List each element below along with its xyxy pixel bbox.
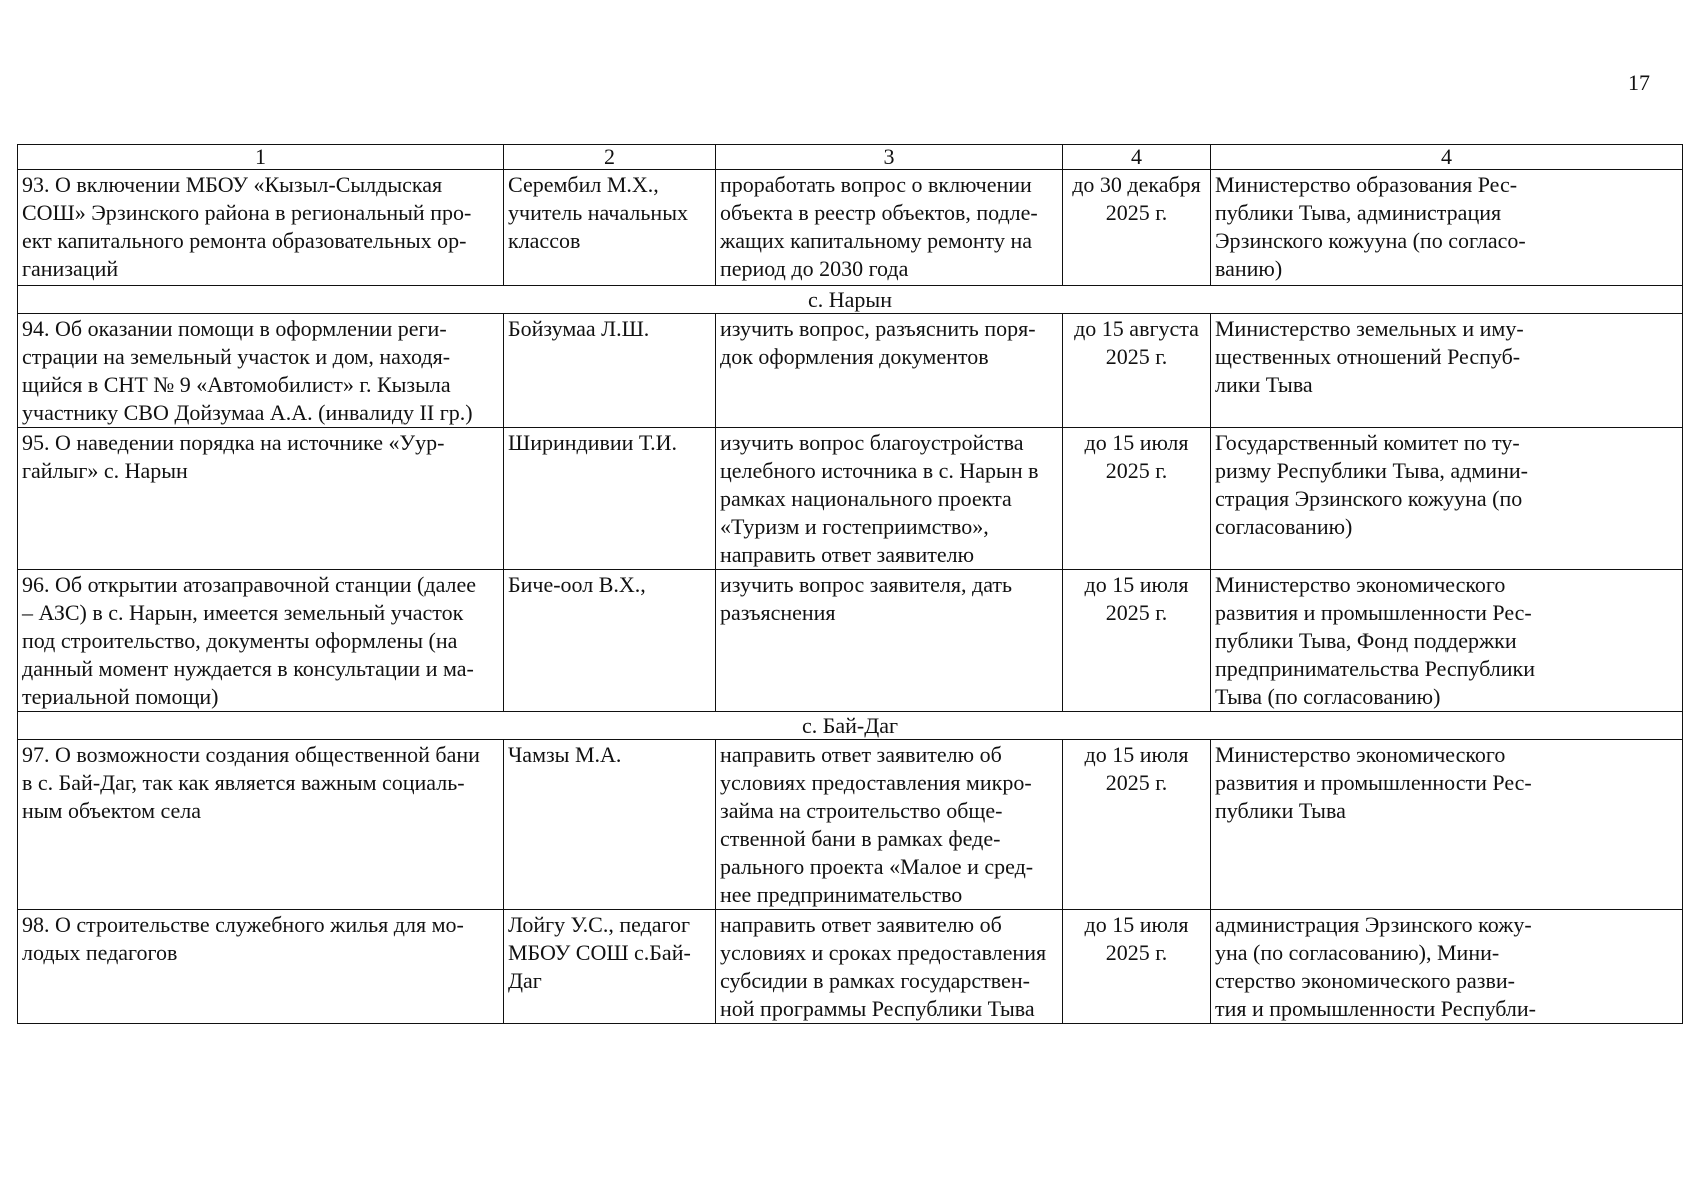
action-text: изучить вопрос заявителя, дать разъяснения [720, 572, 1013, 625]
action-text: проработать вопрос о включении объекта в реестр объектов, подле- жащих капитальному ремонту на период до 2030 года [720, 172, 1038, 281]
table-row [18, 570, 1683, 712]
deadline-text: до 15 августа 2025 г. [1074, 316, 1199, 369]
column-header: 3 [716, 145, 1063, 170]
applicant-text: Лойгу У.С., педагог МБОУ СОШ с.Бай- Даг [508, 912, 691, 993]
action-cell [716, 314, 1063, 428]
issue-cell [18, 740, 504, 910]
action-text: направить ответ заявителю об условиях предоставления микро- займа на строительство обще- ственной бани в рамках феде- рального проекта «Малое и сред- нее предпринимательство [720, 742, 1034, 907]
action-cell [716, 910, 1063, 1024]
action-text: изучить вопрос благоустройства целебного источника в с. Нарын в рамках национального проекта «Туризм и гостеприимство», направить ответ заявителю [720, 430, 1039, 567]
deadline-text: до 30 декабря 2025 г. [1072, 172, 1201, 225]
applicant-cell [504, 428, 716, 570]
table-row [18, 740, 1683, 910]
responsible-cell [1211, 740, 1683, 910]
responsible-cell [1211, 428, 1683, 570]
deadline-cell [1063, 170, 1211, 286]
action-cell [716, 570, 1063, 712]
action-cell [716, 740, 1063, 910]
applicant-text: Чамзы М.А. [508, 742, 622, 767]
column-header: 2 [504, 145, 716, 170]
deadline-text: до 15 июля 2025 г. [1084, 430, 1189, 483]
column-header: 4 [1211, 145, 1683, 170]
responsible-text: администрация Эрзинского кожу- уна (по согласованию), Мини- стерство экономического разви- тия и промышленности Республи- [1215, 912, 1536, 1021]
responsible-text: Министерство образования Рес- публики Тыва, администрация Эрзинского кожууна (по согласо- ванию) [1215, 172, 1526, 281]
responsible-text: Министерство экономического развития и промышленности Рес- публики Тыва, Фонд поддержки предпринимательства Республики Тыва (по согласованию) [1215, 572, 1535, 709]
deadline-cell [1063, 740, 1211, 910]
table-row [18, 910, 1683, 1024]
deadline-text: до 15 июля 2025 г. [1084, 572, 1189, 625]
page-number: 17 [1628, 70, 1650, 95]
table-row [18, 314, 1683, 428]
responsible-text: Государственный комитет по ту- ризму Республики Тыва, админи- страция Эрзинского кожууна (по согласованию) [1215, 430, 1528, 539]
table-row [18, 170, 1683, 286]
action-text: направить ответ заявителю об условиях и сроках предоставления субсидии в рамках государствен- ной программы Республики Тыва [720, 912, 1047, 1021]
issue-cell [18, 314, 504, 428]
column-header: 1 [18, 145, 504, 170]
section-title: с. Нарын [18, 286, 1683, 314]
applicant-text: Бойзумаа Л.Ш. [508, 316, 650, 341]
issue-cell [18, 170, 504, 286]
document-table [17, 144, 1683, 1024]
applicant-cell [504, 910, 716, 1024]
issue-text: 95. О наведении порядка на источнике «Уур- гайлыг» с. Нарын [22, 430, 445, 483]
responsible-cell [1211, 910, 1683, 1024]
applicant-text: Биче-оол В.Х., [508, 572, 646, 597]
responsible-text: Министерство экономического развития и промышленности Рес- публики Тыва [1215, 742, 1532, 823]
deadline-text: до 15 июля 2025 г. [1084, 742, 1189, 795]
issue-text: 96. Об открытии атозаправочной станции (далее – АЗС) в с. Нарын, имеется земельный участок под строительство, документы оформлены (на данный момент нуждается в консультации и ма- териальной помощи) [22, 572, 477, 709]
deadline-cell [1063, 314, 1211, 428]
issue-text: 94. Об оказании помощи в оформлении реги- страции на земельный участок и дом, находя- щийся в СНТ № 9 «Автомобилист» г. Кызыла участнику СВО Дойзумаа А.А. (инвалиду II гр.) [22, 316, 473, 425]
deadline-cell [1063, 570, 1211, 712]
table-row [18, 428, 1683, 570]
table-header-row [18, 145, 1683, 170]
issue-text: 98. О строительстве служебного жилья для мо- лодых педагогов [22, 912, 464, 965]
issue-cell [18, 570, 504, 712]
action-cell [716, 428, 1063, 570]
issue-cell [18, 910, 504, 1024]
responsible-cell [1211, 314, 1683, 428]
section-row [18, 286, 1683, 314]
issue-text: 97. О возможности создания общественной бани в с. Бай-Даг, так как является важным социаль- ным объектом села [22, 742, 480, 823]
section-row [18, 712, 1683, 740]
responsible-cell [1211, 170, 1683, 286]
column-header: 4 [1063, 145, 1211, 170]
applicant-cell [504, 314, 716, 428]
responsible-text: Министерство земельных и иму- щественных отношений Респуб- лики Тыва [1215, 316, 1524, 397]
issue-cell [18, 428, 504, 570]
section-title: с. Бай-Даг [18, 712, 1683, 740]
applicant-cell [504, 570, 716, 712]
deadline-cell [1063, 428, 1211, 570]
deadline-text: до 15 июля 2025 г. [1084, 912, 1189, 965]
applicant-cell [504, 170, 716, 286]
action-text: изучить вопрос, разъяснить поря- док оформления документов [720, 316, 1036, 369]
applicant-text: Серембил М.Х., учитель начальных классов [508, 172, 688, 253]
issue-text: 93. О включении МБОУ «Кызыл-Сылдыская СОШ» Эрзинского района в региональный про- ект капитального ремонта образовательных ор- ганизаций [22, 172, 472, 281]
deadline-cell [1063, 910, 1211, 1024]
applicant-cell [504, 740, 716, 910]
responsible-cell [1211, 570, 1683, 712]
action-cell [716, 170, 1063, 286]
applicant-text: Шириндивии Т.И. [508, 430, 678, 455]
